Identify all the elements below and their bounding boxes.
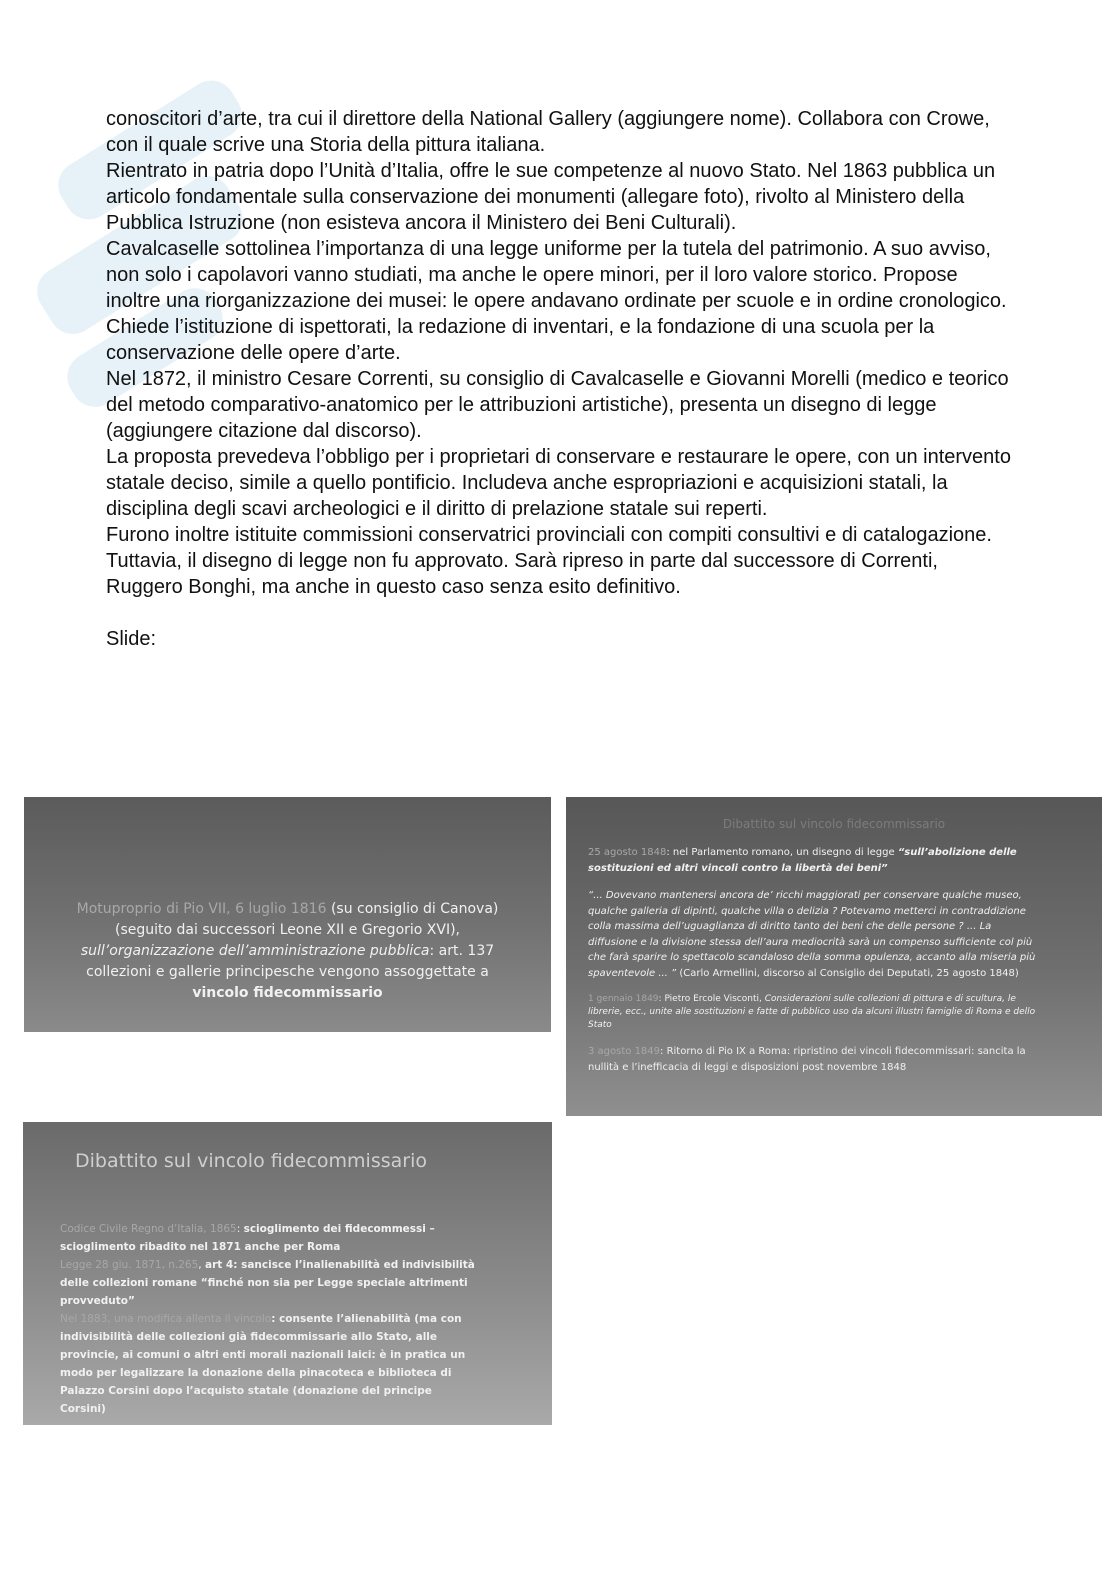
paragraph-5: Nel 1872, il ministro Cesare Correnti, su consiglio di Cavalcaselle e Giovanni Morelli (medico e teorico del metodo comparativo-anatomico per le attribuzioni artistiche), presenta un disegno di legge (aggiungere citazione dal discorso).	[106, 368, 1009, 442]
slide-3-text-3: : consente l’alienabilità (ma con indivisibilità delle collezioni già fidecommissarie allo Stato, alle provincie, ai comuni o altri enti morali nazionali laici: è in pratica un modo per legalizzare la donazione della pinacoteca e biblioteca di Palazzo Corsini dopo l’acquisto statale (donazione del principe Corsini)	[60, 1313, 466, 1415]
slide-3-bold-1: scioglimento dei fidecommessi – scioglimento ribadito nel 1871 anche per Roma	[60, 1223, 435, 1253]
slide-2-date-1: 25 agosto 1848	[588, 847, 667, 858]
slide-3-source-1: Codice Civile Regno d’Italia, 1865	[60, 1223, 237, 1235]
slide-2-cite: (Carlo Armellini, discorso al Consiglio dei Deputati, 25 agosto 1848)	[676, 967, 1019, 979]
slide-3-item-2	[60, 1256, 478, 1310]
slide-1-bold: vincolo fidecommissario	[192, 985, 383, 1001]
slide-3-text-2: : sancisce l’inalienabilità ed indivisibilità delle collezioni romane “finché non sia per Legge speciale altrimenti provveduto”	[60, 1259, 475, 1307]
slide-2-date-3: 1 gennaio 1849	[588, 994, 659, 1004]
slide-1-heading: Motuproprio di Pio VII, 6 luglio 1816	[76, 901, 327, 917]
slide-2-date-4: 3 agosto 1849	[588, 1046, 661, 1057]
slide-2-text	[588, 845, 1040, 1087]
paragraph-8: Tuttavia, il disegno di legge non fu approvato. Sarà ripreso in parte dal successore di Correnti, Ruggero Bonghi, ma anche in questo caso senza esito definitivo.	[106, 550, 938, 598]
slide-3-sep-1: :	[236, 1223, 244, 1235]
slide-photo-3	[23, 1122, 552, 1425]
slide-1-italic: sull’organizzazione dell’amministrazione pubblica	[80, 943, 430, 959]
slide-2-title: Dibattito sul vincolo fidecommissario	[722, 817, 946, 831]
slide-2-italic-3: Considerazioni sulle collezioni di pittura e di scultura, le librerie, ecc., unite alle sostituzioni e fatte di pubblico uso da alcuni illustri famiglie di Roma e dello Stato	[588, 994, 1036, 1030]
slide-2-item-2	[588, 888, 1040, 981]
slide-1-text-a: (su consiglio di Canova) (seguito dai successori Leone XII e Gregorio XVI),	[114, 901, 499, 938]
slide-2-quote-2: “... Dovevano mantenersi ancora de’ ricchi maggiorati per conservare qualche museo, qualche galleria di dipinti, qualche villa o delizia ? Potevamo metterci in contraddizione colla massima dell’uguaglianza di diritto tanto dei beni che delle persone ? ... La diffusione e la divisione stessa dell’aura mediocrità sarà un compenso sufficiente col più che farà sparire lo spettacolo scandaloso della somma opulenza, accanto alla miseria più spaventevole ... ”	[588, 890, 1036, 979]
slide-2-item-1	[588, 845, 1040, 876]
document-body	[106, 106, 1016, 652]
slide-1-text-b: : art. 137 collezioni e gallerie principesche vengono assoggettate a	[86, 943, 495, 980]
slide-2-item-3	[588, 993, 1040, 1032]
slide-3-text	[60, 1220, 478, 1418]
paragraph-4: Chiede l’istituzione di ispettorati, la redazione di inventari, e la fondazione di una scuola per la conservazione delle opere d’arte.	[106, 316, 935, 364]
slide-2-item-4	[588, 1044, 1040, 1075]
slide-3-title: Dibattito sul vincolo fidecommissario	[75, 1150, 427, 1172]
slide-3-item-1	[60, 1220, 478, 1256]
paragraph-6: La proposta prevedeva l’obbligo per i proprietari di conservare e restaurare le opere, con un intervento statale deciso, simile a quello pontificio. Includeva anche espropriazioni e acquisizioni statali, la disciplina degli scavi archeologici e il diritto di prelazione statale sui reperti.	[106, 446, 1011, 520]
slide-2-quote-1: “sull’abolizione delle sostituzioni ed altri vincoli contro la libertà dei beni”	[588, 847, 1017, 874]
paragraph-3: Cavalcaselle sottolinea l’importanza di una legge uniforme per la tutela del patrimonio. A suo avviso, non solo i capolavori vanno studiati, ma anche le opere minori, per il loro valore storico. Propose inoltre una riorganizzazione dei musei: le opere andavano ordinate per scuole e in ordine cronologico.	[106, 238, 1007, 312]
slide-1-text	[64, 899, 511, 1004]
slide-2-text-1: : nel Parlamento romano, un disegno di legge	[666, 847, 898, 858]
slide-3-item-3	[60, 1310, 478, 1418]
slide-2-text-3: : Pietro Ercole Visconti,	[658, 994, 765, 1004]
slide-3-sep-2: ,	[198, 1259, 205, 1271]
slide-photo-2	[566, 797, 1102, 1116]
slide-3-source-2: Legge 28 giu. 1871, n.265	[60, 1259, 199, 1271]
paragraph-2: Rientrato in patria dopo l’Unità d’Italia, offre le sue competenze al nuovo Stato. Nel 1863 pubblica un articolo fondamentale sulla conservazione dei monumenti (allegare foto), rivolto al Ministero della Pubblica Istruzione (non esisteva ancora il Ministero dei Beni Culturali).	[106, 160, 996, 234]
slide-3-bold-2: art 4	[204, 1259, 234, 1271]
slide-3-source-3: Nel 1883, una modifica allenta il vincolo	[60, 1313, 272, 1325]
slide-label: Slide:	[106, 628, 157, 650]
slide-2-text-4: : Ritorno di Pio IX a Roma: ripristino dei vincoli fidecommissari: sancita la nullità e l’inefficacia di leggi e disposizioni post novembre 1848	[588, 1046, 1026, 1073]
paragraph-1: conoscitori d’arte, tra cui il direttore della National Gallery (aggiungere nome). Collabora con Crowe, con il quale scrive una Storia della pittura italiana.	[106, 108, 990, 156]
slide-photo-1	[24, 797, 551, 1032]
paragraph-7: Furono inoltre istituite commissioni conservatrici provinciali con compiti consultivi e di catalogazione.	[106, 524, 992, 546]
